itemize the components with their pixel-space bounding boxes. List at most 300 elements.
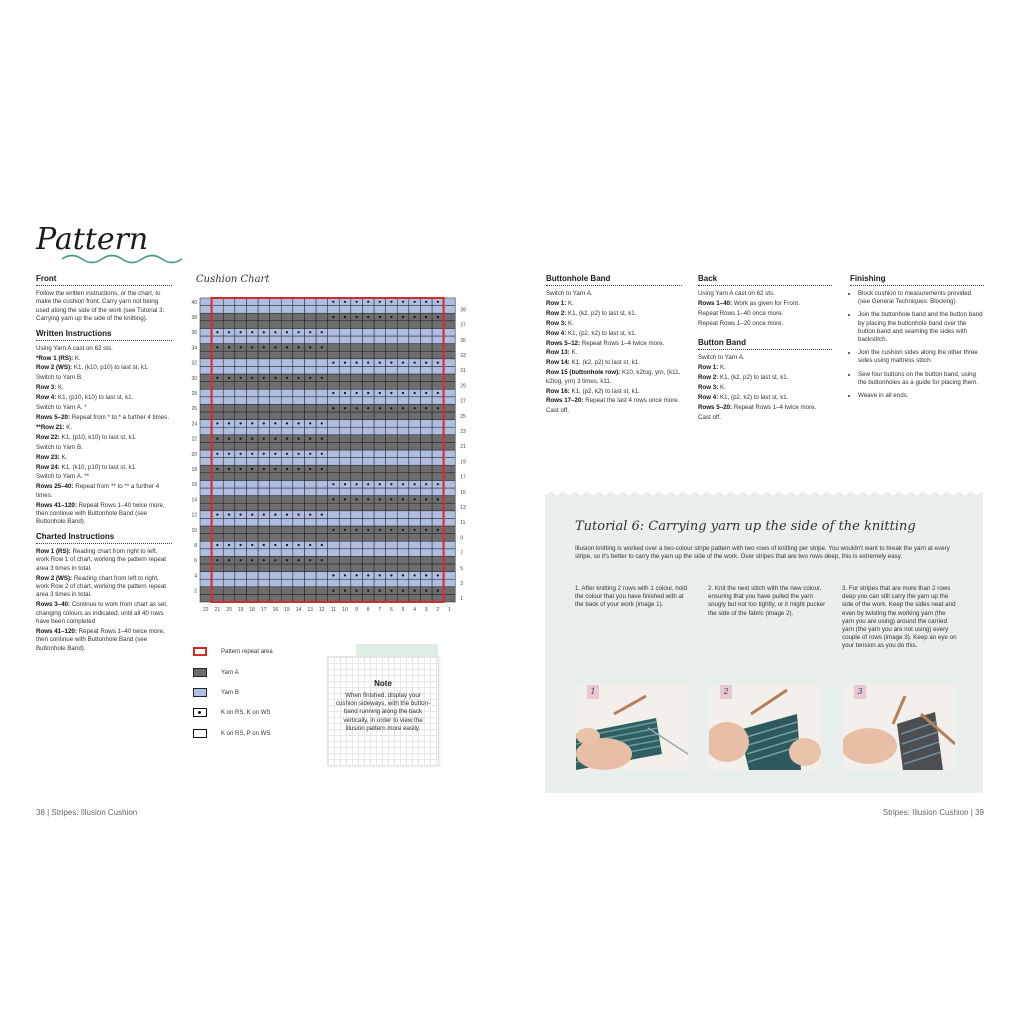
chart-dot xyxy=(356,392,358,394)
chart-cell xyxy=(328,518,340,526)
chart-dot xyxy=(321,346,323,348)
chart-dot xyxy=(344,590,346,592)
chart-cell xyxy=(420,518,432,526)
chart-dot xyxy=(344,407,346,409)
chart-dot xyxy=(344,574,346,576)
chart-cell xyxy=(293,518,305,526)
chart-cell xyxy=(200,404,212,412)
chart-cell xyxy=(351,328,363,336)
chart-dot xyxy=(263,468,265,470)
chart-dot xyxy=(402,316,404,318)
chart-cell xyxy=(374,450,386,458)
photo-label-1: 1 xyxy=(587,685,599,699)
chart-cell xyxy=(212,488,224,496)
chart-dot xyxy=(298,544,300,546)
chart-cell xyxy=(420,351,432,359)
chart-cell xyxy=(386,458,398,466)
chart-dot xyxy=(274,544,276,546)
chart-dot xyxy=(425,529,427,531)
chart-cell xyxy=(386,397,398,405)
chart-dot xyxy=(367,574,369,576)
chart-cell xyxy=(293,404,305,412)
chart-dot xyxy=(356,316,358,318)
front-section xyxy=(36,274,172,655)
chart-cell xyxy=(351,518,363,526)
chart-cell xyxy=(258,442,270,450)
written-line-label: Row 2 (WS): xyxy=(36,364,73,372)
chart-dot xyxy=(216,346,218,348)
chart-cell xyxy=(339,450,351,458)
legend-yarn-b xyxy=(193,688,239,697)
chart-cell xyxy=(374,458,386,466)
chart-cell xyxy=(374,366,386,374)
chart-cell xyxy=(270,496,282,504)
written-line-label: Rows 25–40: xyxy=(36,483,74,491)
chart-dot xyxy=(251,514,253,516)
charted-line-label: Rows 41–120: xyxy=(36,628,77,635)
button-band-line-label: Row 1: xyxy=(698,364,719,372)
chart-cell xyxy=(444,412,456,420)
chart-dot xyxy=(228,453,230,455)
chart-cell xyxy=(444,549,456,557)
chart-cell xyxy=(328,511,340,519)
chart-dot xyxy=(228,422,230,424)
chart-row-label: 19 xyxy=(460,459,466,466)
chart-cell xyxy=(212,549,224,557)
chart-cell xyxy=(212,427,224,435)
chart-dot xyxy=(379,529,381,531)
photo-label-2: 2 xyxy=(720,685,732,699)
legend-yarn-a-swatch xyxy=(193,668,207,677)
chart-cell xyxy=(409,321,421,329)
chart-cell xyxy=(316,564,328,572)
chart-cell xyxy=(246,404,258,412)
chart-cell xyxy=(258,359,270,367)
chart-cell xyxy=(397,594,409,602)
chart-cell xyxy=(223,412,235,420)
chart-col-label: 12 xyxy=(319,607,325,613)
chart-dot xyxy=(286,346,288,348)
chart-cell xyxy=(258,306,270,314)
chart-col-label: 5 xyxy=(401,607,405,613)
back-instructions xyxy=(698,290,832,328)
chart-cell xyxy=(432,412,444,420)
chart-dot xyxy=(263,544,265,546)
chart-cell xyxy=(432,518,444,526)
chart-cell xyxy=(223,427,235,435)
chart-dot xyxy=(251,559,253,561)
chart-cell xyxy=(409,366,421,374)
chart-cell xyxy=(339,366,351,374)
chart-cell xyxy=(200,374,212,382)
chart-cell xyxy=(235,579,247,587)
chart-cell xyxy=(444,556,456,564)
chart-cell xyxy=(409,306,421,314)
back-heading: Back xyxy=(698,274,832,286)
chart-cell xyxy=(328,427,340,435)
chart-cell xyxy=(316,397,328,405)
back-line-label: Rows 1–40: xyxy=(698,299,733,307)
chart-cell xyxy=(328,564,340,572)
chart-cell xyxy=(223,298,235,306)
chart-cell xyxy=(374,549,386,557)
chart-cell xyxy=(270,579,282,587)
chart-cell xyxy=(316,313,328,321)
chart-dot xyxy=(321,453,323,455)
chart-row-label: 36 xyxy=(191,330,197,337)
chart-cell xyxy=(420,336,432,344)
chart-cell xyxy=(374,511,386,519)
chart-cell xyxy=(281,518,293,526)
chart-dot xyxy=(228,544,230,546)
chart-cell xyxy=(339,435,351,443)
chart-cell xyxy=(409,549,421,557)
chart-cell xyxy=(339,503,351,511)
chart-dot xyxy=(286,514,288,516)
buttonhole-line-label: Row 13: xyxy=(546,349,570,357)
chart-dot xyxy=(216,422,218,424)
buttonhole-line: Switch to Yarn A. xyxy=(546,290,593,297)
chart-dot xyxy=(240,514,242,516)
chart-cell xyxy=(258,321,270,329)
chart-dot xyxy=(274,468,276,470)
chart-row-label: 33 xyxy=(460,353,466,359)
chart-cell xyxy=(432,336,444,344)
chart-cell xyxy=(444,382,456,390)
chart-cell xyxy=(444,306,456,314)
chart-cell xyxy=(374,488,386,496)
chart-cell xyxy=(223,534,235,542)
chart-cell xyxy=(339,321,351,329)
chart-cell xyxy=(339,594,351,602)
chart-cell xyxy=(339,458,351,466)
photo-label-3: 3 xyxy=(854,685,866,699)
chart-dot xyxy=(414,529,416,531)
chart-dot xyxy=(356,407,358,409)
chart-cell xyxy=(212,496,224,504)
chart-dot xyxy=(298,346,300,348)
chart-cell xyxy=(386,420,398,428)
chart-cell xyxy=(339,344,351,352)
chart-cell xyxy=(258,427,270,435)
chart-cell xyxy=(235,313,247,321)
chart-row-label: 20 xyxy=(191,451,197,458)
chart-cell xyxy=(212,503,224,511)
chart-cell xyxy=(374,336,386,344)
chart-cell xyxy=(432,450,444,458)
chart-dot xyxy=(332,574,334,576)
chart-cell xyxy=(339,534,351,542)
chart-cell xyxy=(316,503,328,511)
chart-dot xyxy=(414,574,416,576)
chart-row-label: 31 xyxy=(460,368,466,375)
chart-cell xyxy=(420,579,432,587)
chart-cell xyxy=(212,442,224,450)
chart-cell xyxy=(316,306,328,314)
chart-cell xyxy=(351,321,363,329)
chart-cell xyxy=(374,397,386,405)
chart-cell xyxy=(223,313,235,321)
buttonhole-section xyxy=(546,274,682,417)
chart-cell xyxy=(351,534,363,542)
chart-cell xyxy=(246,321,258,329)
written-line: Row 22: K1, (p10, k10) to last st, k1. xyxy=(36,433,137,441)
chart-cell xyxy=(304,564,316,572)
written-line: Using Yarn A cast on 62 sts. xyxy=(36,344,113,352)
chart-cell xyxy=(374,382,386,390)
legend-repeat-swatch xyxy=(193,647,207,656)
chart-dot xyxy=(367,590,369,592)
chart-cell xyxy=(235,427,247,435)
chart-cell xyxy=(258,313,270,321)
chart-cell xyxy=(281,389,293,397)
tutorial-intro: Illusion knitting is worked over a two-colour stripe pattern with two rows of knitting per stripe. You wouldn't want to break the yarn at every stripe, so it's better to carry the yarn up the side of the work. Over stripes that are two rows deep, this is extremely easy. xyxy=(575,545,950,561)
chart-col-label: 17 xyxy=(261,607,267,613)
chart-dot xyxy=(298,422,300,424)
chart-cell xyxy=(212,313,224,321)
chart-dot xyxy=(437,483,439,485)
chart-cell xyxy=(212,306,224,314)
chart-cell xyxy=(293,473,305,481)
chart-dot xyxy=(240,377,242,379)
chart-cell xyxy=(362,374,374,382)
chart-cell xyxy=(258,404,270,412)
chart-dot xyxy=(286,468,288,470)
chart-cell xyxy=(444,450,456,458)
chart-row-label: 7 xyxy=(460,550,463,557)
chart-cell xyxy=(293,427,305,435)
tutorial-title: Tutorial 6: Carrying yarn up the side of the knitting xyxy=(575,519,916,534)
chart-cell xyxy=(304,427,316,435)
chart-cell xyxy=(432,534,444,542)
chart-row-label: 32 xyxy=(191,360,197,367)
chart-cell xyxy=(444,518,456,526)
chart-cell xyxy=(386,594,398,602)
chart-cell xyxy=(374,473,386,481)
chart-cell xyxy=(339,420,351,428)
written-line: Rows 41–120: Repeat Rows 1–40 twice more, then continue with Buttonhole Band (see Buttonhole Band). xyxy=(36,501,165,526)
chart-cell xyxy=(444,534,456,542)
chart-cell xyxy=(270,298,282,306)
chart-cell xyxy=(397,344,409,352)
chart-dot xyxy=(425,590,427,592)
chart-cell xyxy=(328,465,340,473)
legend-repeat xyxy=(193,647,273,656)
buttonhole-line: Row 16: K1, (p2, k2) to last st, k1. xyxy=(546,387,640,395)
chart-cell xyxy=(235,549,247,557)
buttonhole-line-label: Rows 5–12: xyxy=(546,339,581,347)
chart-dot xyxy=(228,346,230,348)
chart-cell xyxy=(362,450,374,458)
chart-cell xyxy=(200,321,212,329)
chart-row-label: 24 xyxy=(191,421,197,428)
chart-dot xyxy=(437,529,439,531)
chart-cell xyxy=(304,518,316,526)
buttonhole-line: Row 13: K. xyxy=(546,349,578,357)
chart-cell xyxy=(409,534,421,542)
chart-cell xyxy=(397,374,409,382)
chart-cell xyxy=(304,404,316,412)
chart-cell xyxy=(316,366,328,374)
chart-cell xyxy=(374,306,386,314)
chart-dot xyxy=(332,498,334,500)
written-line: Row 23: K. xyxy=(36,453,68,461)
chart-cell xyxy=(293,480,305,488)
chart-cell xyxy=(374,321,386,329)
chart-cell xyxy=(223,480,235,488)
chart-cell xyxy=(270,313,282,321)
chart-cell xyxy=(293,351,305,359)
legend-yarn-b-label: Yarn B xyxy=(221,689,239,696)
buttonhole-line: Row 15 (buttonhole row): K10, k2tog, yrn, (k11, k2tog, yrn) 3 times, k11. xyxy=(546,369,681,385)
chart-cell xyxy=(409,511,421,519)
chart-cell xyxy=(362,564,374,572)
chart-cell xyxy=(235,366,247,374)
chart-dot xyxy=(321,544,323,546)
chart-cell xyxy=(223,321,235,329)
chart-cell xyxy=(258,480,270,488)
chart-cell xyxy=(304,351,316,359)
chart-cell xyxy=(316,321,328,329)
chart-cell xyxy=(246,549,258,557)
chart-dot xyxy=(274,422,276,424)
title-wave-decoration xyxy=(60,250,190,266)
written-line-label: Rows 5–20: xyxy=(36,413,71,421)
chart-cell xyxy=(281,321,293,329)
chart-cell xyxy=(212,366,224,374)
chart-cell xyxy=(386,549,398,557)
chart-cell xyxy=(212,382,224,390)
chart-dot xyxy=(390,407,392,409)
chart-cell xyxy=(200,458,212,466)
chart-cell xyxy=(223,336,235,344)
chart-dot xyxy=(263,559,265,561)
chart-dot xyxy=(216,377,218,379)
chart-cell xyxy=(316,480,328,488)
chart-cell xyxy=(212,564,224,572)
chart-cell xyxy=(200,564,212,572)
chart-cell xyxy=(328,420,340,428)
chart-cell xyxy=(270,389,282,397)
chart-dot xyxy=(309,468,311,470)
buttonhole-line: Row 3: K. xyxy=(546,319,574,327)
chart-dot xyxy=(309,559,311,561)
chart-dot xyxy=(402,301,404,303)
chart-cell xyxy=(397,321,409,329)
back-line: Rows 1–40: Work as given for Front. xyxy=(698,299,800,307)
button-band-line: Row 2: K1, (k2, p2) to last st, k1. xyxy=(698,373,789,381)
chart-cell xyxy=(223,442,235,450)
chart-cell xyxy=(304,336,316,344)
chart-cell xyxy=(420,374,432,382)
chart-dot xyxy=(367,316,369,318)
chart-cell xyxy=(316,594,328,602)
chart-cell xyxy=(281,480,293,488)
chart-cell xyxy=(270,412,282,420)
chart-cell xyxy=(293,389,305,397)
chart-dot xyxy=(402,392,404,394)
chart-cell xyxy=(420,549,432,557)
written-line: Switch to Yarn B. xyxy=(36,443,83,451)
chart-dot xyxy=(425,362,427,364)
chart-cell xyxy=(386,366,398,374)
chart-dot xyxy=(240,438,242,440)
chart-cell xyxy=(351,594,363,602)
chart-dot xyxy=(321,559,323,561)
buttonhole-line-label: Row 4: xyxy=(546,329,567,337)
written-line-label: Rows 41–120: xyxy=(36,501,77,509)
chart-cell xyxy=(235,564,247,572)
chart-dot xyxy=(356,362,358,364)
chart-dot xyxy=(298,438,300,440)
tutorial-image-1 xyxy=(576,684,688,770)
written-instructions-heading: Written Instructions xyxy=(36,329,172,341)
chart-cell xyxy=(258,366,270,374)
chart-cell xyxy=(270,594,282,602)
chart-cell xyxy=(386,374,398,382)
chart-dot xyxy=(425,498,427,500)
chart-cell xyxy=(339,579,351,587)
chart-cell xyxy=(258,488,270,496)
chart-dot xyxy=(379,407,381,409)
chart-dot xyxy=(286,377,288,379)
chart-cell xyxy=(432,382,444,390)
chart-cell xyxy=(328,579,340,587)
chart-dot xyxy=(414,316,416,318)
chart-cell xyxy=(386,473,398,481)
chart-cell xyxy=(270,526,282,534)
chart-dot xyxy=(263,453,265,455)
chart-cell xyxy=(362,511,374,519)
chart-cell xyxy=(316,442,328,450)
chart-cell xyxy=(409,397,421,405)
chart-cell xyxy=(281,458,293,466)
chart-cell xyxy=(293,366,305,374)
written-line: Row 4: K1, (p10, k10) to last st, k1. xyxy=(36,394,134,402)
chart-dot xyxy=(414,407,416,409)
chart-cell xyxy=(212,298,224,306)
chart-dot xyxy=(298,514,300,516)
chart-cell xyxy=(444,366,456,374)
chart-cell xyxy=(304,488,316,496)
chart-cell xyxy=(351,465,363,473)
chart-cell xyxy=(362,344,374,352)
buttonhole-line: Rows 17–20: Repeat the last 4 rows once more. xyxy=(546,397,680,405)
buttonhole-line-label: Row 15 (buttonhole row): xyxy=(546,369,621,377)
chart-cell xyxy=(281,412,293,420)
chart-cell xyxy=(316,389,328,397)
chart-dot xyxy=(321,377,323,379)
chart-cell xyxy=(270,382,282,390)
chart-cell xyxy=(200,541,212,549)
chart-cell xyxy=(397,382,409,390)
chart-cell xyxy=(304,458,316,466)
chart-cell xyxy=(270,336,282,344)
chart-cell xyxy=(223,366,235,374)
chart-cell xyxy=(316,458,328,466)
chart-cell xyxy=(258,503,270,511)
chart-cell xyxy=(339,465,351,473)
written-instructions xyxy=(36,345,172,527)
chart-cell xyxy=(270,427,282,435)
chart-cell xyxy=(374,594,386,602)
chart-cell xyxy=(246,397,258,405)
buttonhole-line-label: Row 2: xyxy=(546,309,567,317)
chart-cell xyxy=(444,397,456,405)
buttonhole-line: Row 14: K1, (k2, p2) to last st, k1. xyxy=(546,359,640,367)
chart-cell xyxy=(304,503,316,511)
buttonhole-line-label: Row 16: xyxy=(546,387,570,395)
